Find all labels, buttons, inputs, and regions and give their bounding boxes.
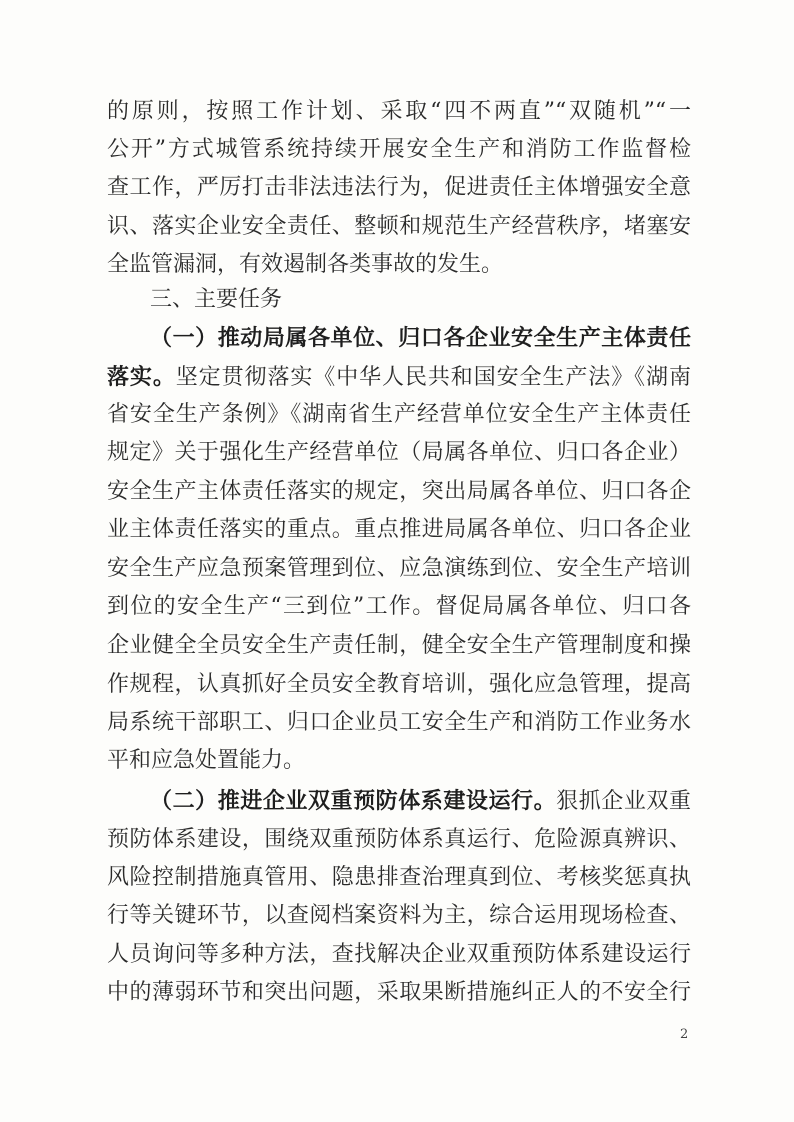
- text-line: [107, 592, 691, 622]
- page-number: 2: [680, 1027, 689, 1042]
- body-text: 坚定贯彻落实《中华人民共和国安全生产法》《湖南: [175, 365, 691, 390]
- body-text: 安全生产主体责任落实的规定，突出局属各单位、归口各企: [107, 479, 691, 504]
- body-text: 三、主要任务: [150, 287, 283, 312]
- body-text: 风险控制措施真管用、隐患排查治理真到位、考核奖惩真执: [107, 865, 691, 890]
- body-text: 全监管漏洞，有效遏制各类事故的发生。: [107, 252, 504, 277]
- bold-subheading: （一）推动局属各单位、归口各企业安全生产主体责任: [150, 325, 691, 351]
- text-line: [107, 212, 691, 242]
- text-line: [107, 863, 691, 893]
- body-text: 查工作，严厉打击非法违法行为，促进责任主体增强安全意: [107, 175, 691, 200]
- text-line: [107, 825, 691, 855]
- body-text: 人员询问等多种方法，查找解决企业双重预防体系建设运行: [107, 942, 691, 967]
- text-line: [107, 97, 691, 127]
- text-line: [107, 477, 691, 507]
- body-text: 业主体责任落实的重点。重点推进局属各单位、归口各企业: [107, 517, 691, 542]
- bold-subheading: （二）推进企业双重预防体系建设运行。: [150, 788, 557, 814]
- text-line: [107, 173, 691, 203]
- body-text: 公开”方式城管系统持续开展安全生产和消防工作监督检: [107, 137, 691, 162]
- body-text: 行等关键环节，以查阅档案资料为主，综合运用现场检查、: [107, 903, 691, 928]
- body-text: 规定》关于强化生产经营单位（局属各单位、归口各企业）: [107, 440, 691, 465]
- text-line: [107, 631, 691, 661]
- body-text: 省安全生产条例》《湖南省生产经营单位安全生产主体责任: [107, 402, 691, 427]
- text-line: [150, 323, 691, 353]
- body-text: 狠抓企业双重: [556, 789, 691, 814]
- text-line: [107, 250, 691, 280]
- text-line: [107, 438, 691, 468]
- text-line: [107, 362, 691, 392]
- body-text: 识、落实企业安全责任、整顿和规范生产经营秩序，堵塞安: [107, 214, 691, 239]
- body-text: 中的薄弱环节和突出问题，采取果断措施纠正人的不安全行: [107, 980, 691, 1005]
- text-line: [107, 515, 691, 545]
- text-line: [107, 708, 691, 738]
- section-heading: [150, 285, 691, 315]
- body-text: 企业健全全员安全生产责任制，健全安全生产管理制度和操: [107, 633, 691, 658]
- body-text: 安全生产应急预案管理到位、应急演练到位、安全生产培训: [107, 556, 691, 581]
- text-line: [107, 670, 691, 700]
- text-line: [107, 901, 691, 931]
- text-line: [107, 940, 691, 970]
- body-text: 平和应急处置能力。: [107, 748, 306, 773]
- text-line: [107, 978, 691, 1008]
- body-text: 的原则，按照工作计划、采取“四不两直”“双随机”“一: [107, 99, 691, 124]
- body-text: 局系统干部职工、归口企业员工安全生产和消防工作业务水: [107, 710, 691, 735]
- bold-subheading: 落实。: [107, 364, 176, 390]
- text-line: [107, 400, 691, 430]
- text-line: [107, 746, 691, 776]
- text-line: [107, 554, 691, 584]
- text-line: [107, 135, 691, 165]
- body-text: 到位的安全生产“三到位”工作。督促局属各单位、归口各: [107, 594, 691, 619]
- text-line: [150, 786, 691, 816]
- body-text: 预防体系建设，围绕双重预防体系真运行、危险源真辨识、: [107, 827, 691, 852]
- body-text: 作规程，认真抓好全员安全教育培训，强化应急管理，提高: [107, 672, 691, 697]
